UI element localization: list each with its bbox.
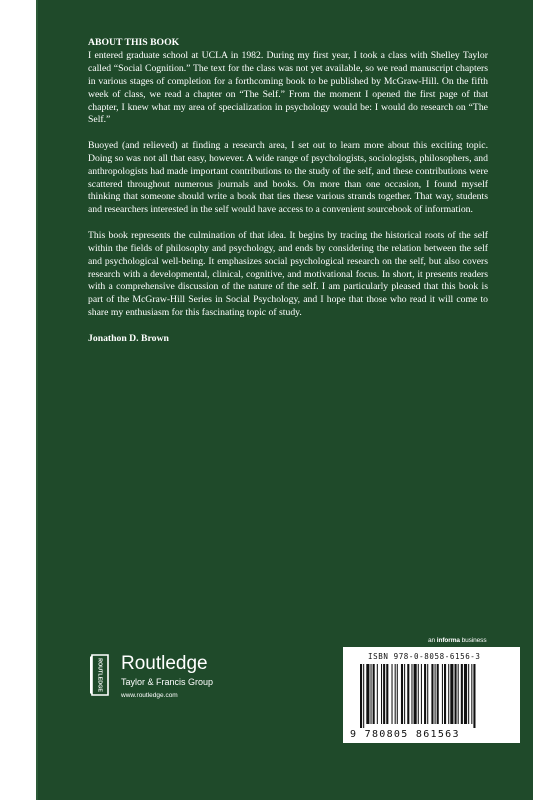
barcode-bar — [366, 664, 369, 724]
barcode-bar — [435, 664, 436, 724]
about-paragraph-2: Buoyed (and relieved) at finding a research area, I set out to learn more about this exciting topic. Doing so was not all that easy, however. A wide range of psychologists, sociologists, philosophers, and anthropologists had made important contributions to the study of the self, and these contributions were scattered throughout numerous journals and books. On more than one occasion, I found myself thinking that someone should write a book that ties these various strands together. That way, students and researchers interested in the self would have access to a convenient sourcebook of information. — [88, 139, 488, 216]
barcode-bar — [442, 664, 443, 724]
barcode-bar — [407, 664, 409, 724]
barcode-bar — [431, 664, 433, 724]
barcode-bar — [448, 664, 449, 724]
barcode-bar — [363, 664, 364, 728]
about-paragraph-3: This book represents the culmination of that idea. It begins by tracing the historical roots of the self within the fields of philosophy and psychology, and ends by considering the relation between the self and psychological well-being. It emphasizes social psychological research on the self, but also covers research with a developmental, clinical, cognitive, and motivational focus. In short, it presents readers with a comprehensive discussion of the nature of the self. I am particularly pleased that this book is part of the McGraw-Hill Series in Social Psychology, and I hope that those who read it will come to share my enthusiasm for this fascinating topic of study. — [88, 229, 488, 319]
publisher-tagline: Taylor & Francis Group — [121, 677, 214, 687]
barcode-bar — [468, 664, 469, 724]
barcode-bar — [464, 664, 467, 724]
barcode-bar — [424, 664, 426, 724]
about-paragraph-1: I entered graduate school at UCLA in 1982. During my first year, I took a class with Shelley Taylor called “Social Cognition.” The text for the class was not yet available, so we read manuscript chapters in various stages of completion for a forthcoming book to be published by McGraw-Hill. On the fifth week of class, we read a chapter on “The Self.” From the moment I opened the first page of that chapter, I knew what my area of specialization in psychology would be: I would do research on “The Self.” — [88, 49, 488, 126]
spine-edge — [36, 0, 38, 800]
author-signature: Jonathon D. Brown — [88, 332, 169, 344]
barcode-bars — [360, 664, 510, 728]
publisher-name: Routledge — [121, 653, 208, 674]
logo-vertical-text: ROUTLEDGE — [96, 658, 103, 692]
informa-suffix: business — [461, 637, 487, 644]
informa-brand: informa — [436, 637, 460, 644]
about-heading: ABOUT THIS BOOK — [88, 37, 180, 48]
barcode-bar — [437, 664, 439, 724]
barcode-bar — [444, 664, 446, 724]
barcode-bar — [383, 664, 385, 724]
barcode-bar — [450, 664, 453, 724]
barcode-bar — [455, 664, 457, 724]
barcode-bar — [371, 664, 372, 724]
barcode-bar — [401, 664, 403, 724]
publisher-url: www.routledge.com — [121, 692, 178, 699]
isbn-label: ISBN 978-0-8058-6156-3 — [368, 652, 481, 661]
barcode-bar — [392, 664, 393, 724]
informa-prefix: an — [428, 637, 436, 644]
barcode-bar — [411, 664, 412, 724]
barcode-bar — [471, 664, 472, 724]
about-section — [88, 37, 488, 346]
informa-business-line — [428, 637, 486, 644]
barcode-bar — [404, 664, 405, 724]
barcode-bar — [360, 664, 362, 728]
barcode-bar — [373, 664, 375, 724]
barcode-bar — [458, 664, 459, 724]
routledge-logo-icon — [88, 653, 112, 697]
barcode-bar — [421, 664, 422, 724]
barcode-number: 9 780805 861563 — [350, 729, 460, 740]
barcode-bar — [473, 664, 475, 728]
barcode-bar — [414, 664, 417, 724]
barcode-bar — [377, 664, 378, 724]
barcode-bar — [461, 664, 463, 724]
barcode-bar — [386, 664, 388, 724]
barcode-bar — [395, 664, 396, 724]
barcode-bar — [427, 664, 428, 724]
barcode-bar — [418, 664, 419, 724]
barcode-bar — [397, 664, 398, 724]
barcode-bar — [381, 664, 382, 724]
